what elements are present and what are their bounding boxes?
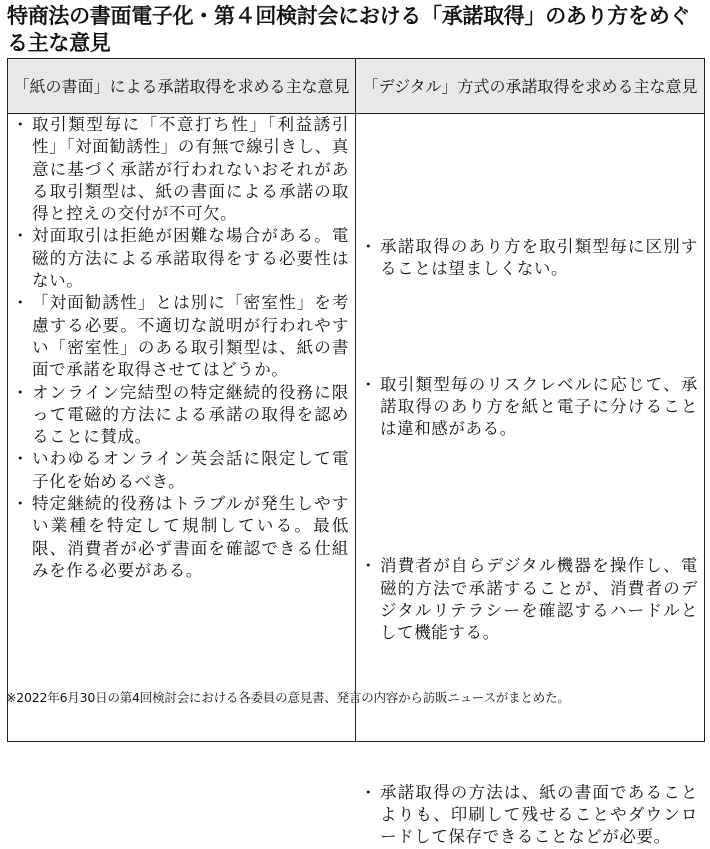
table-header-row bbox=[8, 59, 705, 114]
list-item: ・ 対面取引は拒絶が困難な場合がある。電磁的方法による承諾取得をする必要性はない。 bbox=[8, 225, 355, 292]
list-item: ・ 「対面勧誘性」とは別に「密室性」を考慮する必要。不適切な説明が行われやすい「密室性」のある取引類型は、紙の書面で承諾を取得させてはどうか。 bbox=[8, 292, 355, 381]
paper-opinions-list bbox=[8, 114, 355, 582]
list-item: ・ 取引類型毎に「不意打ち性」「利益誘引性」「対面勧誘性」の有無で線引きし、真意に基づく承諾が行われないおそれがある取引類型は、紙の書面による承諾の取得と控えの交付が不可欠。 bbox=[8, 114, 355, 225]
digital-opinions-cell bbox=[356, 114, 705, 847]
article-title: 特商法の書面電子化・第４回検討会における「承諾取得」のあり方をめぐる主な意見 bbox=[7, 4, 691, 55]
list-item: ・ 特定継続的役務はトラブルが発生しやすい業種を特定して規制している。最低限、消費者が必ず書面を確認できる仕組みを作る必要がある。 bbox=[8, 493, 355, 582]
table-body-row bbox=[8, 114, 705, 742]
list-item: ・ 承諾取得の方法は、紙の書面であることよりも、印刷して残せることやダウンロードして保存できることなどが必要。 bbox=[356, 782, 704, 849]
list-item: ・ 承諾取得のあり方を取引類型毎に区別することは望ましくない。 bbox=[356, 236, 704, 281]
list-item: ・ 消費者が自らデジタル機器を操作し、電磁的方法で承諾することが、消費者のデジタルリテラシーを確認するハードルとして機能する。 bbox=[356, 555, 704, 644]
list-item: ・ 取引類型毎のリスクレベルに応じて、承諾取得のあり方を紙と電子に分けることは違和感がある。 bbox=[356, 374, 704, 441]
header-digital-opinions: 「デジタル」方式の承諾取得を求める主な意見 bbox=[356, 59, 705, 114]
paper-opinions-cell bbox=[8, 114, 356, 742]
list-item: ・ オンライン完結型の特定継続的役務に限って電磁的方法による承諾の取得を認めることに賛成。 bbox=[8, 382, 355, 449]
header-paper-opinions: 「紙の書面」による承諾取得を求める主な意見 bbox=[8, 59, 356, 114]
list-item: ・ いわゆるオンライン英会話に限定して電子化を始めるべき。 bbox=[8, 448, 355, 493]
digital-opinions-list bbox=[356, 114, 704, 847]
opinion-comparison-table bbox=[7, 58, 705, 847]
footnote: ※2022年6月30日の第4回検討会における各委員の意見書、発言の内容から訪販ニュースがまとめた。 bbox=[6, 690, 570, 705]
